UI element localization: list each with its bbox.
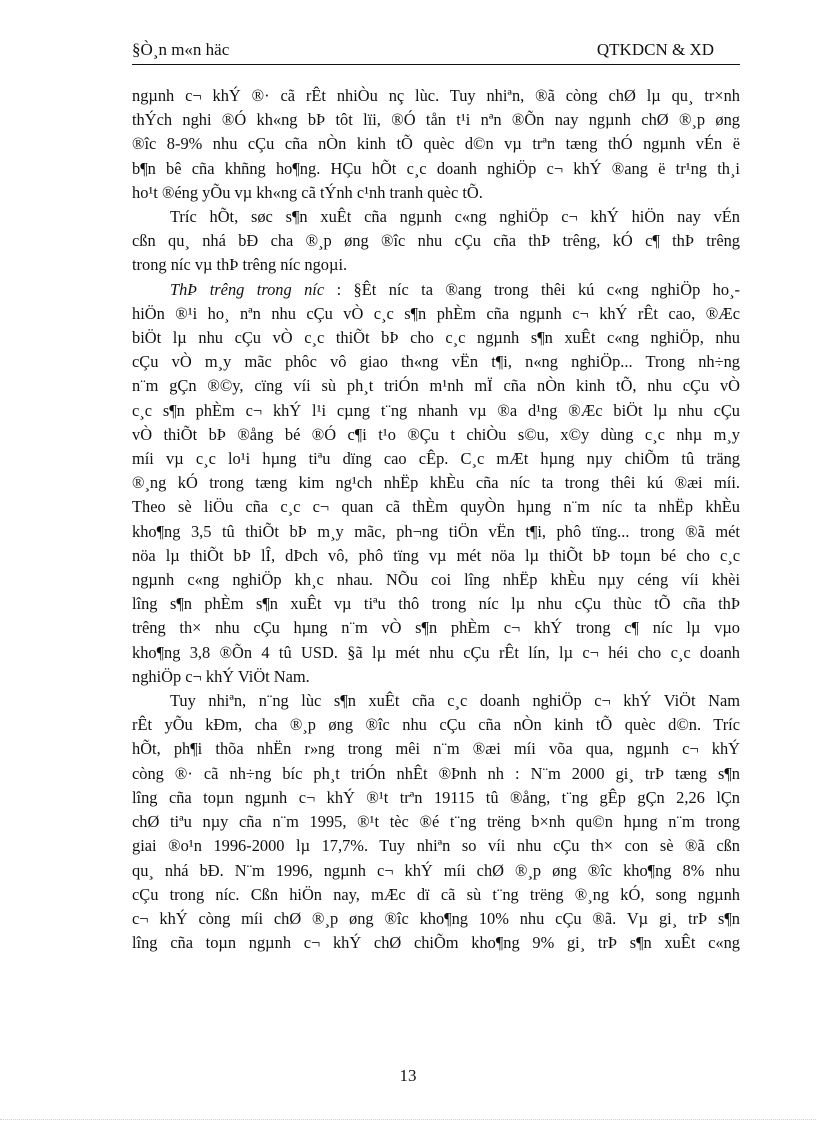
paragraph-line: Theo sè liÖu cña c¸c c¬ quan cã thÈm quyÒn hµng n¨m níc ta nhËp khÈu (132, 497, 740, 517)
paragraph-line: lîng cña toµn ngµnh c¬ khÝ ®¹t trªn 19115 tû ®ång, t¨ng gÊp gÇn 2,26 lÇn (132, 787, 740, 807)
header-subject-code: QTKDCN & XD (596, 40, 714, 59)
paragraph-line: Tuy nhiªn, n¨ng lùc s¶n xuÊt cña c¸c doanh nghiÖp c¬ khÝ ViÖt Nam (170, 691, 740, 711)
paragraph (132, 84, 740, 205)
paragraph-line: lîng s¶n phÈm s¶n xuÊt vµ tiªu thô trong níc lµ nhu cÇu thùc tÕ cña thÞ (132, 594, 740, 614)
paragraph-line: trêng th× nhu cÇu hµng n¨m vÒ s¶n phÈm c¬ khÝ trong c¶ níc lµ vµo (132, 618, 740, 638)
paragraph-line: biÖt lµ nhu cÇu vÒ c¸c thiÕt bÞ cho c¸c ngµnh s¶n xuÊt c«ng nghiÖp, nhu (132, 328, 740, 348)
page-footer (0, 1066, 816, 1086)
paragraph (132, 689, 740, 955)
paragraph-line: kho¶ng 3,8 ®Õn 4 tû USD. §ã lµ mét nhu cÇu rÊt lín, lµ c¬ héi cho c¸c doanh (132, 642, 740, 662)
paragraph-line: Tríc hÕt, søc s¶n xuÊt cña ngµnh c«ng nghiÖp c¬ khÝ hiÖn nay vÉn (170, 207, 740, 227)
paragraph-line: ho¹t ®éng yÕu vµ kh«ng cã tÝnh c¹nh tranh quèc tÕ. (132, 182, 483, 202)
italic-lead-text: ThÞ trêng trong níc (170, 279, 325, 299)
paragraph (132, 278, 740, 689)
paragraph-line: cÇu trong níc. Cßn hiÖn nay, mÆc dï cã sù t¨ng trëng ®¸ng kÓ, song ngµnh (132, 884, 740, 904)
page-number: 13 (399, 1066, 417, 1085)
paragraph-line: ®¸ng kÓ trong tæng kim ng¹ch nhËp khÈu cña níc ta trong thêi kú ®æi míi. (132, 473, 740, 493)
page-bottom-edge (0, 1119, 816, 1120)
paragraph-line: còng ®· cã nh÷ng bíc ph¸t triÓn nhÊt ®Þnh nh : N¨m 2000 gi¸ trÞ tæng s¶n (132, 763, 740, 783)
paragraph-line: c¸c s¶n phÈm c¬ khÝ l¹i cµng t¨ng nhanh vµ ®a d¹ng ®Æc biÖt lµ nhu cÇu (132, 400, 740, 420)
paragraph-line: qu¸ nhá bÐ. N¨m 1996, ngµnh c¬ khÝ míi chØ ®¸p øng ®îc kho¶ng 8% nhu (132, 860, 740, 880)
header-course-title: §Ò¸n m«n häc (132, 40, 230, 59)
paragraph-line: giai ®o¹n 1996-2000 lµ 17,7%. Tuy nhiªn so víi nhu cÇu th× con sè ®ã cßn (132, 836, 740, 856)
paragraph-line: lîng cña toµn ngµnh c¬ khÝ chØ chiÕm kho¶ng 9% gi¸ trÞ s¶n xuÊt c«ng (132, 933, 740, 953)
page-header (132, 38, 740, 65)
paragraph-line: nöa lµ thiÕt bÞ lÎ, dÞch vô, phô tïng vµ mét nöa lµ thiÕt bÞ toµn bé cho c¸c (132, 545, 740, 565)
paragraph-line: vÒ thiÕt bÞ ®ång bé ®Ó c¶i t¹o ®Çu t chiÒu s©u, x©y dùng c¸c nhµ m¸y (132, 424, 740, 444)
paragraph-line: cÇu vÒ m¸y mãc phôc vô giao th«ng vËn t¶i, n«ng nghiÖp... Trong nh÷ng (132, 352, 740, 372)
paragraph-line: kho¶ng 3,5 tû thiÕt bÞ m¸y mãc, ph¬ng tiÖn vËn t¶i, phô tïng... trong ®ã mét (132, 521, 740, 541)
document-body (132, 84, 740, 955)
paragraph-line (132, 278, 740, 302)
paragraph-line: míi vµ c¸c lo¹i hµng tiªu dïng cao cÊp. C¸c mÆt hµng nµy chiÕm tû träng (132, 449, 740, 469)
paragraph-line: nghiÖp c¬ khÝ ViÖt Nam. (132, 666, 310, 686)
paragraph-line: thÝch nghi ®Ó kh«ng bÞ tôt lïi, ®Ó tån t¹i nªn ®Õn nay ngµnh chØ ®¸p øng (132, 110, 740, 130)
paragraph-line: ngµnh c¬ khÝ ®· cã rÊt nhiÒu nç lùc. Tuy nhiªn, ®ã còng chØ lµ qu¸ tr×nh (132, 86, 740, 105)
paragraph-line: trong níc vµ thÞ trêng níc ngoµi. (132, 255, 348, 275)
paragraph-line: b¶n bê cña khñng ho¶ng. HÇu hÕt c¸c doanh nghiÖp c¬ khÝ ®ang ë tr¹ng th¸i (132, 158, 740, 178)
paragraph-line: rÊt yÕu kÐm, cha ®¸p øng ®îc nhu cÇu cña nÒn kinh tÕ quèc d©n. Tríc (132, 715, 740, 735)
paragraph-line: hiÖn ®¹i ho¸ nªn nhu cÇu vÒ c¸c s¶n phÈm cña ngµnh c¬ khÝ rÊt cao, ®Æc (132, 303, 740, 323)
paragraph-line: hÕt, ph¶i thõa nhËn r»ng trong mêi n¨m ®æi míi võa qua, ngµnh c¬ khÝ (132, 739, 740, 759)
paragraph-line: ngµnh c«ng nghiÖp kh¸c nhau. NÕu coi lîng nhËp khÈu nµy céng víi khèi (132, 570, 740, 590)
paragraph-line: c¬ khÝ còng míi chØ ®¸p øng ®îc kho¶ng 10% nhu cÇu ®ã. Vµ gi¸ trÞ s¶n (132, 908, 740, 928)
paragraph-line: chØ tiªu nµy cña n¨m 1995, ®¹t tèc ®é t¨ng trëng b×nh qu©n hµng n¨m trong (132, 812, 740, 832)
paragraph-line: n¨m gÇn ®©y, cïng víi sù ph¸t triÓn m¹nh mÏ cña nÒn kinh tÕ, nhu cÇu vÒ (132, 376, 740, 396)
paragraph-line: cßn qu¸ nhá bÐ cha ®¸p øng ®îc nhu cÇu cña thÞ trêng, kÓ c¶ thÞ trêng (132, 231, 740, 251)
line-text: : §Êt níc ta ®ang trong thêi kú c«ng nghiÖp ho¸- (324, 279, 740, 299)
paragraph-line: ®îc 8-9% nhu cÇu cña nÒn kinh tÕ quèc d©n vµ trªn tæng thÓ ngµnh vÉn ë (132, 134, 740, 154)
paragraph (132, 205, 740, 278)
